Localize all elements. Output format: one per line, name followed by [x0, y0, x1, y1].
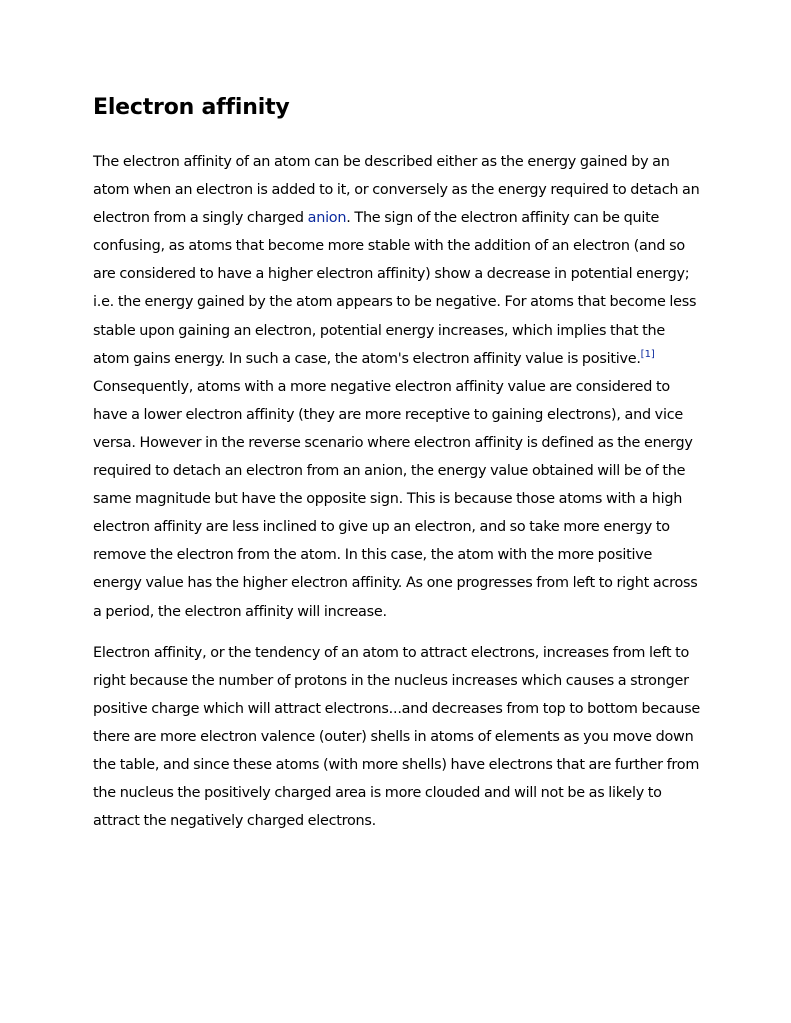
- citation-1-link[interactable]: [1]: [640, 348, 655, 360]
- paragraph-1-text-end: Consequently, atoms with a more negative electron affinity value are considered to have a lower electron affinity (they are more receptive to gaining electrons), and vice versa. However in the reverse scenario where electron affinity is defined as the energy required to detach an electron from an anion, the energy value obtained will be of the same magnitude but have the opposite sign. This is because those atoms with a high electron affinity are less inclined to give up an electron, and so take more energy to remove the electron from the atom. In this case, the atom with the more positive energy value has the higher electron affinity. As one progresses from left to right across a period, the electron affinity will increase.: [93, 378, 698, 620]
- paragraph-1: [93, 148, 703, 626]
- anion-link[interactable]: anion: [307, 210, 347, 227]
- paragraph-1-text-middle: . The sign of the electron affinity can be quite confusing, as atoms that become more stable with the addition of an electron (and so are considered to have a higher electron affinity) show a decrease in potential energy; i.e. the energy gained by the atom appears to be negative. For atoms that become less stable upon gaining an electron, potential energy increases, which implies that the atom gains energy. In such a case, the atom's electron affinity value is positive.: [93, 210, 697, 367]
- article: [93, 92, 703, 835]
- paragraph-2: Electron affinity, or the tendency of an atom to attract electrons, increases from left to right because the number of protons in the nucleus increases which causes a stronger positive charge which will attract electrons...and decreases from top to bottom because there are more electron valence (outer) shells in atoms of elements as you move down the table, and since these atoms (with more shells) have electrons that are further from the nucleus the positively charged area is more clouded and will not be as likely to attract the negatively charged electrons.: [93, 644, 700, 830]
- paragraph-1-text-start: The electron affinity of an atom can be described either as the energy gained by an atom when an electron is added to it, or conversely as the energy required to detach an electron from a singly charged: [93, 154, 700, 227]
- page-title: Electron affinity: [93, 95, 290, 120]
